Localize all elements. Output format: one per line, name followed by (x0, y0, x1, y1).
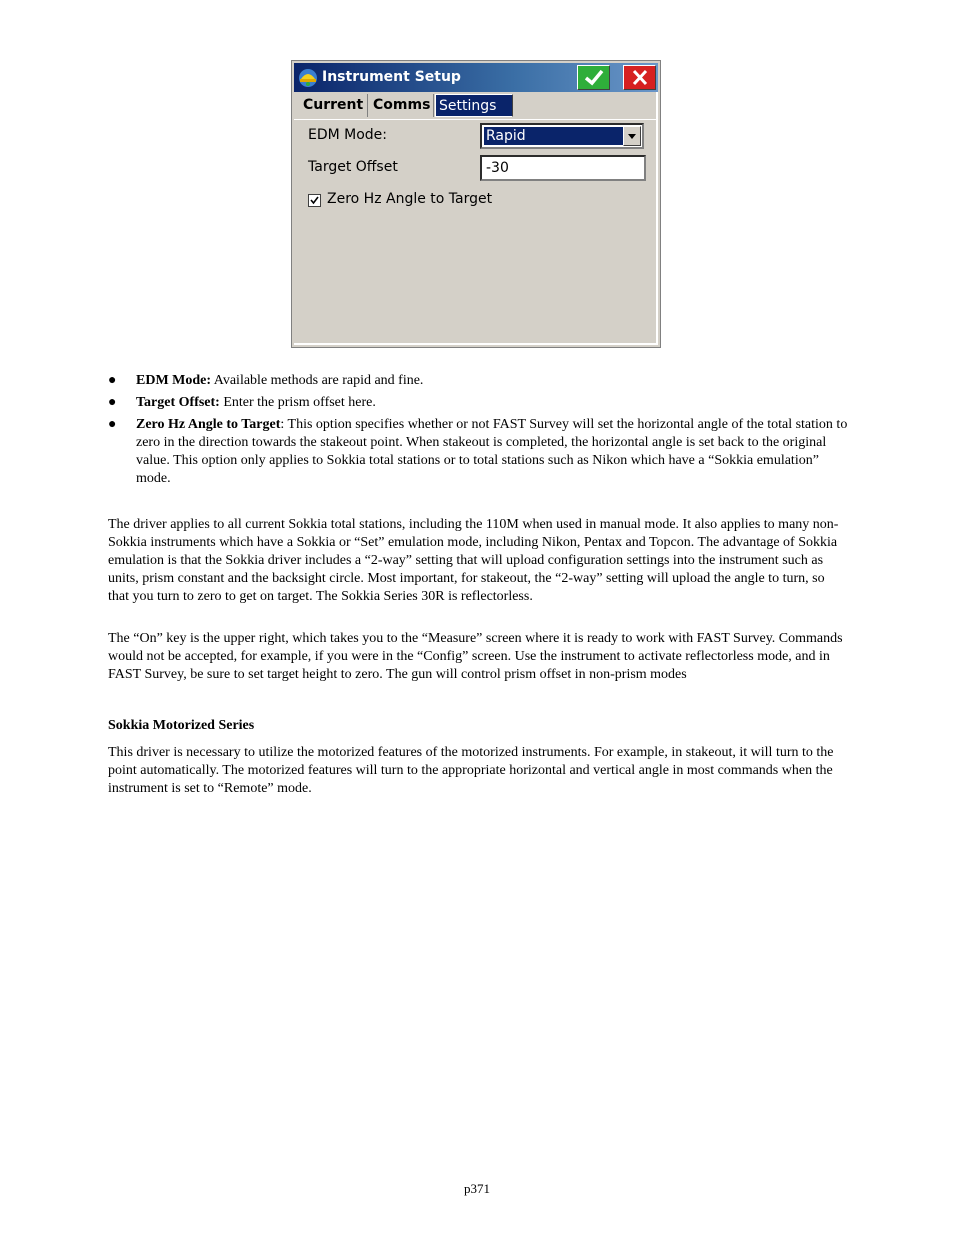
page-number: p371 (464, 1181, 490, 1196)
bullet-edm-mode (108, 372, 848, 390)
settings-bullet-list (108, 372, 848, 492)
check-icon (310, 196, 319, 205)
instrument-setup-dialog (291, 60, 661, 348)
bullet-term: Zero Hz Angle to Target (136, 417, 281, 432)
paragraph-driver: The driver applies to all current Sokkia total stations, including the 110M when used in manual mode. It also applies to many non-Sokkia instruments which have a Sokkia or “Set” emulation mode, including Nikon, Pentax and Topcon. The advantage of Sokkia emulation is that the Sokkia driver includes a “2-way” setting that will upload configuration settings into the instrument such as units, prism constant and the backsight circle. Most important, for stakeout, the “2-way” setting will upload the angle to turn, so that you turn to zero to get on target. The Sokkia Series 30R is reflectorless. (108, 517, 839, 604)
dialog-titlebar (294, 63, 658, 92)
edm-mode-select[interactable] (480, 123, 644, 149)
ok-button[interactable] (577, 65, 610, 90)
paragraph-on-key: The “On” key is the upper right, which takes you to the “Measure” screen where it is ready to work with FAST Survey. Commands would not be accepted, for example, if you were in the “Config” screen. Use the instrument to activate reflectorless mode, and in FAST Survey, be sure to set target height to zero. The gun will control prism offset in non-prism modes (108, 631, 843, 682)
bullet-text: Enter the prism offset here. (219, 395, 376, 410)
checkmark-icon (583, 68, 605, 87)
paragraph-motorized: This driver is necessary to utilize the motorized features of the motorized instruments. For example, in stakeout, it will turn to the point automatically. The motorized features will turn to the appropriate horizontal and vertical angle in most commands when the instrument is set to “Remote” mode. (108, 745, 834, 796)
target-offset-label: Target Offset (308, 159, 398, 175)
edm-mode-label: EDM Mode: (308, 127, 388, 143)
tab-settings[interactable]: Settings (435, 94, 513, 117)
bullet-text: Available methods are rapid and fine. (211, 373, 424, 388)
bullet-text: : This option specifies whether or not FAST Survey will set the horizontal angle of the total station to zero in the direction towards the stakeout point. When stakeout is completed, the horizontal angle is set back to the original value. This option only applies to Sokkia total stations or to total stations such as Nikon which have a “Sokkia emulation” mode. (136, 417, 848, 486)
target-offset-input[interactable]: -30 (480, 155, 646, 181)
tab-comms[interactable]: Comms (370, 94, 434, 117)
bullet-target-offset (108, 394, 848, 412)
dropdown-arrow-button[interactable] (623, 126, 641, 146)
close-icon (629, 68, 651, 87)
bullet-marker: ● (108, 395, 117, 410)
bullet-marker: ● (108, 373, 117, 388)
tab-divider (294, 119, 658, 120)
zero-hz-label: Zero Hz Angle to Target (327, 191, 493, 207)
dialog-title: Instrument Setup (322, 69, 461, 85)
chevron-down-icon (627, 134, 637, 140)
dialog-frame (294, 63, 658, 345)
edm-mode-value: Rapid (484, 127, 623, 145)
bullet-marker: ● (108, 417, 117, 432)
checkbox-box[interactable] (308, 194, 321, 207)
section-heading: Sokkia Motorized Series (108, 718, 255, 733)
bullet-zero-hz (108, 416, 848, 488)
survey-helmet-icon (298, 68, 318, 88)
bullet-term: Target Offset: (136, 395, 220, 410)
tab-current[interactable]: Current (300, 94, 368, 117)
bullet-term: EDM Mode: (136, 373, 212, 388)
cancel-button[interactable] (623, 65, 656, 90)
